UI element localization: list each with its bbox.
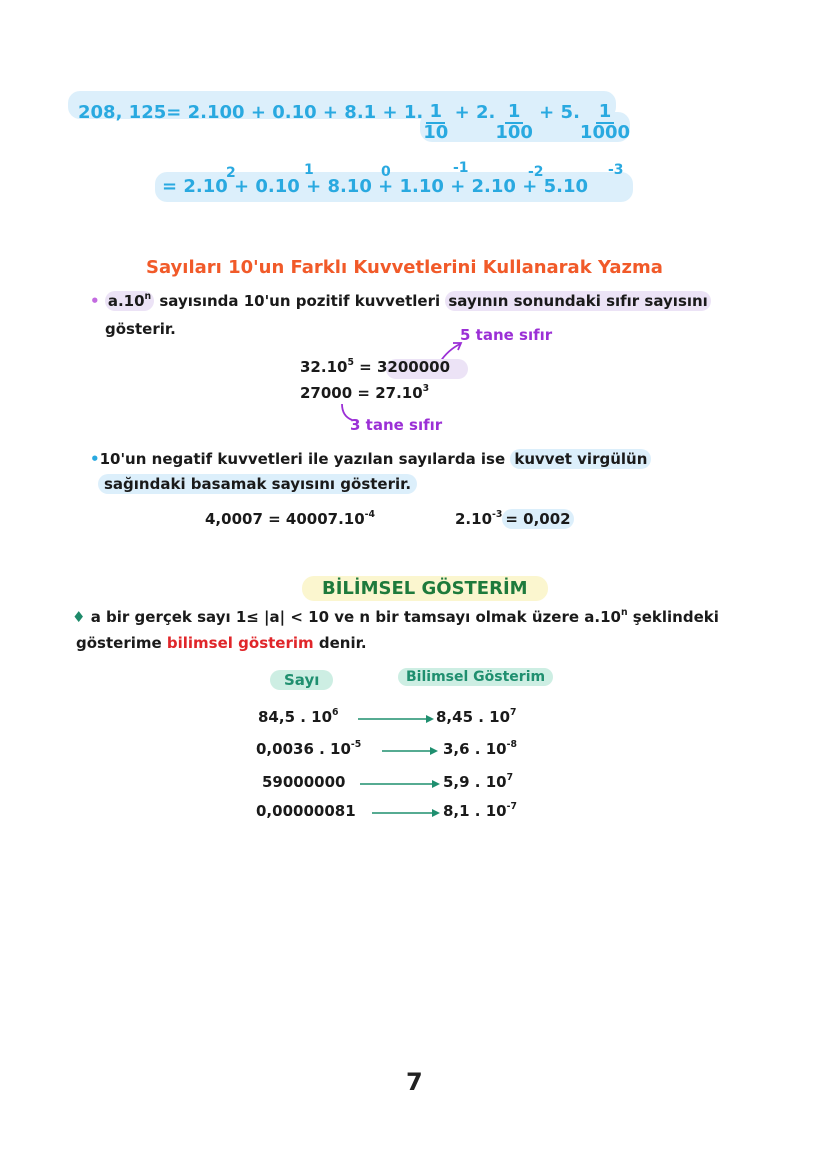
bullet-1-continuation: gösterir. — [105, 320, 176, 338]
power-exponent: -3 — [608, 162, 624, 178]
conversion-result: 8,1 . $10^{-7}$ — [443, 801, 517, 820]
section-2-title: BİLİMSEL GÖSTERİM — [302, 576, 548, 601]
pin-icon: ♦ — [72, 608, 86, 626]
bullet-1-expression: a.10$^n$ — [105, 291, 154, 311]
power-exponent: -1 — [453, 160, 469, 176]
fraction-1-10: $\frac{1}{10}$ — [423, 101, 449, 143]
bullet-1 — [90, 292, 711, 310]
example-2: $27000 = 27.10^3$ — [300, 383, 430, 402]
fraction-1-100: $\frac{1}{100}$ — [495, 101, 533, 143]
expansion-term: 8.1 — [344, 101, 377, 123]
bullet-1-highlight: sayının sonundaki sıfır sayısını — [445, 291, 710, 311]
term-highlight: bilimsel gösterim — [166, 634, 314, 652]
power-exponent: 1 — [304, 162, 314, 178]
expansion-plus: + — [539, 101, 555, 123]
expansion-term: 2.100 — [187, 101, 245, 123]
definition: ♦ a bir gerçek sayı 1≤ |a| < 10 ve n bir tamsayı olmak üzere a.10$^n$ şeklindeki — [72, 607, 719, 626]
column-header-number: Sayı — [270, 670, 333, 690]
example-4: $2.10^{-3} = 0,002$ — [455, 510, 574, 528]
bullet-2 — [90, 450, 651, 468]
conversion-result: 5,9 . $10^7$ — [443, 772, 514, 791]
section-1-title: Sayıları 10'un Farklı Kuvvetlerini Kullanarak Yazma — [146, 257, 663, 278]
power-term: + 2.10 — [450, 176, 516, 197]
bullet-2-text: 10'un negatif kuvvetleri ile yazılan sayılarda ise — [99, 450, 511, 468]
expansion-plus: + — [250, 101, 266, 123]
expansion-term: 2. — [475, 101, 496, 123]
arrow-right-icon — [372, 808, 442, 818]
arrow-right-icon — [360, 779, 442, 789]
power-term: + 5.10 — [522, 176, 588, 197]
expansion-line-1 — [78, 93, 631, 143]
page-number: 7 — [406, 1068, 423, 1096]
power-exponent: 2 — [226, 165, 236, 181]
expansion-lhs: 208, 125= — [78, 101, 182, 123]
conversion-result: 8,45 . $10^7$ — [436, 707, 517, 726]
bullet-dot: • — [90, 292, 100, 310]
bullet-1-text: sayısında 10'un pozitif kuvvetleri — [154, 292, 446, 310]
fraction-1-1000: $\frac{1}{1000}$ — [579, 101, 631, 143]
expansion-plus: + — [454, 101, 470, 123]
power-term: = 2.10 — [162, 176, 228, 197]
expansion-term: 0.10 — [272, 101, 317, 123]
column-header-scientific: Bilimsel Gösterim — [398, 668, 553, 686]
arrow-right-icon — [382, 746, 440, 756]
expansion-plus: + — [382, 101, 398, 123]
bullet-2-highlight: kuvvet virgülün — [510, 449, 651, 469]
definition-continuation: gösterime bilimsel gösterim denir. — [76, 634, 367, 652]
conversion-row: 0,0036 . $10^{-5}$ — [256, 739, 362, 758]
expansion-term: 5. — [560, 101, 580, 123]
power-term: + 1.10 — [378, 176, 444, 197]
conversion-row: 0,00000081 — [256, 802, 356, 820]
expansion-plus: + — [322, 101, 339, 123]
note-three-zeros: 3 tane sıfır — [350, 416, 443, 434]
power-exponent: -2 — [528, 164, 544, 180]
example-3: $4,0007 = 40007.10^{-4}$ — [205, 509, 375, 528]
power-exponent: 0 — [381, 164, 391, 180]
bullet-2-continuation: sağındaki basamak sayısını gösterir. — [98, 474, 417, 494]
power-term: + 0.10 — [234, 176, 300, 197]
note-five-zeros: 5 tane sıfır — [460, 326, 553, 344]
power-term: + 8.10 — [306, 176, 372, 197]
conversion-result: 3,6 . $10^{-8}$ — [443, 739, 517, 758]
example-1: $32.10^5 = 3200000$ — [300, 357, 451, 376]
bullet-dot: • — [90, 450, 100, 468]
expansion-term: 1. — [403, 101, 424, 123]
conversion-row: 59000000 — [262, 773, 346, 791]
conversion-row: 84,5 . $10^6$ — [258, 707, 339, 726]
arrow-right-icon — [358, 714, 436, 724]
